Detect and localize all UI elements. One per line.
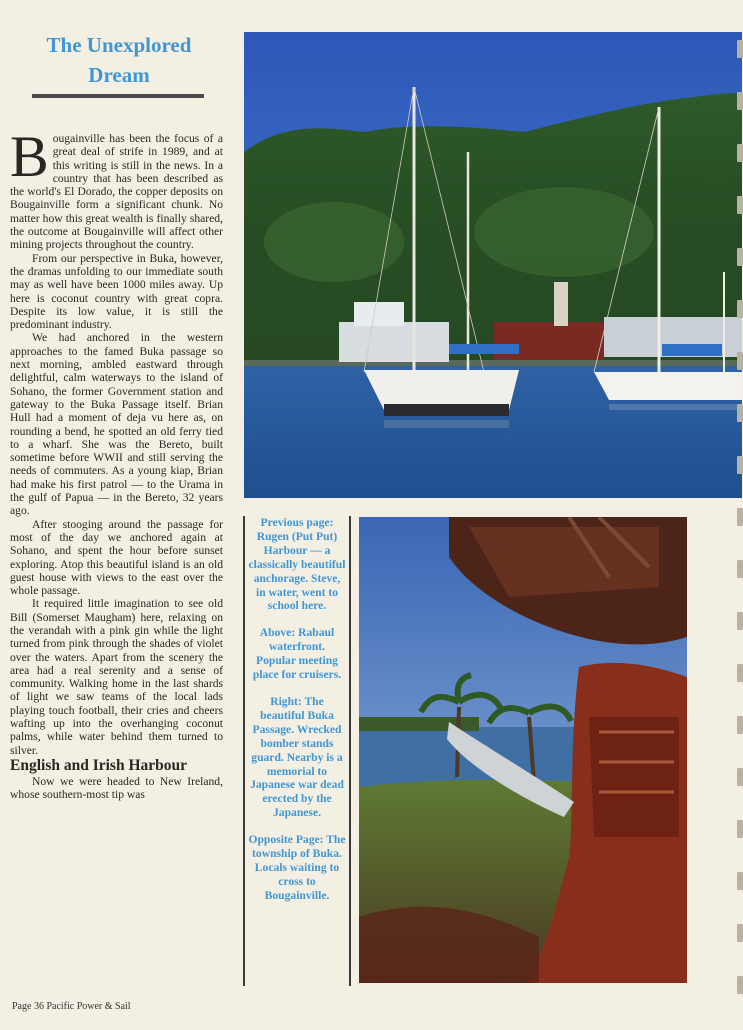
drop-cap: B: [10, 124, 49, 189]
paragraph-1: [10, 124, 223, 252]
paragraph-1-text: ougainville has been the focus of a great deal of strife in 1989, and at this writing is still in the news. In a country that has been described as the world's El Dorado, the copper deposits on Bougainville form a significant chunk. No matter how this great wealth is finally shared, the outcome at Bougainville will affect other mining projects throughout the country.: [10, 132, 223, 252]
spiral-binding: [737, 40, 743, 1020]
paragraph-3: We had anchored in the western approaches to the famed Buka passage so next morning, ambled eastward through delightful, calm waterways to the island of Sohano, the former Government station and gateway to the Buka Passage itself. Brian Hull had a moment of deja vu here as, on rounding a bend, he spotted an old ferry tied to a wharf. She was the Bereto, built sometime before WWII and still serving the needs of commuters. As a young kiap, Brian had make his first patrol — to the Urama in the gulf of Papua — in the Bereto, 32 years ago.: [10, 331, 223, 518]
section-heading: English and Irish Harbour: [10, 756, 188, 774]
caption-column: [243, 516, 351, 986]
caption-right: Right: The beautiful Buka Passage. Wrecked bomber stands guard. Nearby is a memorial to Japanese war dead erected by the Japanese.: [250, 694, 344, 820]
paragraph-2: From our perspective in Buka, however, the dramas unfolding to our immediate south may as well have been 1000 miles away. Up here is coconut country with great copra. Despite its low value, it is still the predominant industry.: [10, 251, 223, 332]
caption-previous-page: Previous page: Rugen (Put Put) Harbour — a classically beautiful anchorage. Steve, in water, went to school here.: [248, 516, 346, 613]
caption-above: Above: Rabaul waterfront. Popular meeting place for cruisers.: [252, 626, 342, 682]
article-title: The Unexplored Dream: [46, 33, 192, 87]
paragraph-4: After stooging around the passage for most of the day we anchored again at Sohano, and spent the hour before sunset exploring. Atop this beautiful island is an old guest house with views to the east over the whole passage.: [10, 517, 223, 598]
caption-opposite-page: Opposite Page: The township of Buka. Locals waiting to cross to Bougainville.: [248, 833, 346, 902]
paragraph-6: Now we were headed to New Ireland, whose southern-most tip was: [10, 774, 223, 802]
wrecked-bomber-photo: [359, 517, 687, 983]
paragraph-5: It required little imagination to see old Bill (Somerset Maugham) here, relaxing on the verandah with a pink gin while the light turned from pink through the shades of violet over the waters. Apart from the scenery the area had a real serenity and a sense of community. Walking home in the last shards of light we saw teams of the local lads playing touch football, their cries and cheers wafting up into the overhanging coconut palms, while water behind them turned to silver.: [10, 597, 223, 757]
harbour-yachts-photo: [244, 32, 742, 498]
page-folio: Page 36 Pacific Power & Sail: [12, 1001, 131, 1012]
article-body: [10, 124, 223, 802]
title-rule: [32, 94, 204, 98]
